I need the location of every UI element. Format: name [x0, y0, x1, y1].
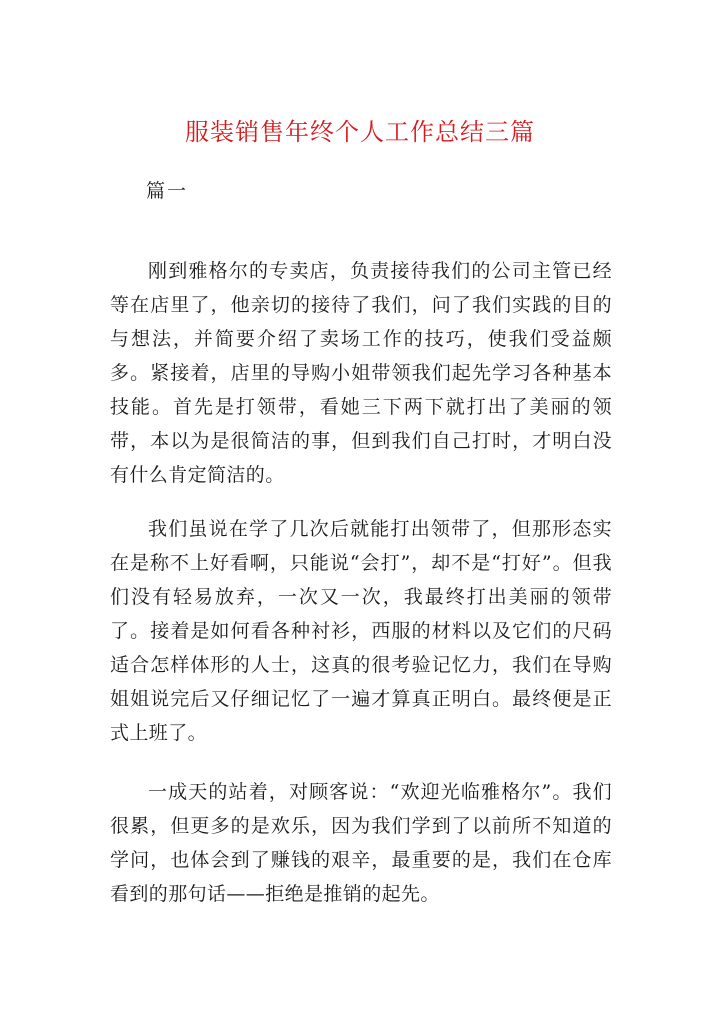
paragraph: 一成天的站着，对顾客说：“欢迎光临雅格尔”。我们很累，但更多的是欢乐，因为我们学到了以前所不知道的学问，也体会到了赚钱的艰辛，最重要的是，我们在仓库看到的那句话——拒绝是推销的起先。	[110, 781, 612, 905]
paragraph: 刚到雅格尔的专卖店，负责接待我们的公司主管已经等在店里了，他亲切的接待了我们，问了我们实践的目的与想法，并简要介绍了卖场工作的技巧，使我们受益颇多。紧接着，店里的导购小姐带领我们起先学习各种基本技能。首先是打领带，看她三下两下就打出了美丽的领带，本以为是很简洁的事，但到我们自己打时，才明白没有什么肯定简洁的。	[110, 260, 612, 486]
paragraph: 我们虽说在学了几次后就能打出领带了，但那形态实在是称不上好看啊，只能说“会打”，却不是“打好”。但我们没有轻易放弃，一次又一次，我最终打出美丽的领带了。接着是如何看各种衬衫，西服的材料以及它们的尺码适合怎样体形的人士，这真的很考验记忆力，我们在导购姐姐说完后又仔细记忆了一遍才算真正明白。最终便是正式上班了。	[110, 518, 612, 744]
section-label: 篇一	[146, 180, 189, 202]
document-title: 服装销售年终个人工作总结三篇	[185, 118, 535, 146]
